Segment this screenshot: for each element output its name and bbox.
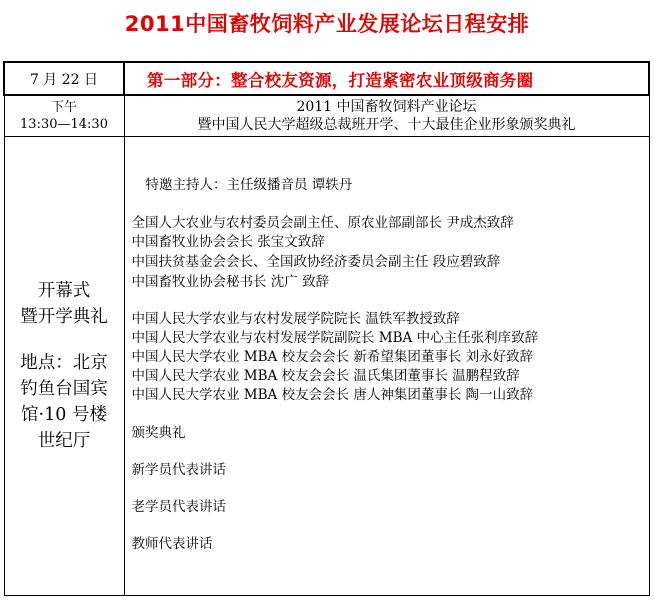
speech-item: 中国人民大学农业 MBA 校友会会长 新希望集团董事长 刘永好致辞 — [131, 349, 534, 365]
venue-line: 钓鱼台国宾 — [20, 379, 108, 399]
time-range: 13:30—14:30 — [20, 117, 108, 132]
speech-item: 中国人民大学农业与农村发展学院副院长 MBA 中心主任张利庠致辞 — [131, 330, 539, 346]
session-cell — [4, 137, 124, 596]
venue-line: 地点：北京 — [20, 353, 108, 373]
event-title: 2011 中国畜牧饲料产业论坛 — [296, 99, 477, 115]
speech-item: 老学员代表讲话 — [131, 499, 226, 515]
venue-line: 馆·10 号楼 — [21, 405, 107, 425]
table-row — [4, 62, 649, 95]
event-subtitle: 暨中国人民大学超级总裁班开学、十大最佳企业形象颁奖典礼 — [197, 117, 576, 133]
table-row — [4, 137, 649, 596]
agenda-cell — [124, 137, 649, 596]
speech-item: 中国扶贫基金会会长、全国政协经济委员会副主任 段应碧致辞 — [131, 254, 501, 270]
date-cell: 7 月 22 日 — [4, 62, 124, 95]
venue-line: 世纪厅 — [37, 431, 91, 451]
award-line: 颁奖典礼 — [131, 425, 186, 441]
speech-item: 新学员代表讲话 — [131, 462, 226, 478]
session-subname: 暨开学典礼 — [20, 307, 108, 327]
page-title: 2011中国畜牧饲料产业发展论坛日程安排 — [124, 12, 530, 36]
table-row — [4, 95, 649, 137]
speech-item: 教师代表讲话 — [131, 536, 213, 552]
event-cell — [124, 95, 649, 137]
speech-item: 中国人民大学农业 MBA 校友会会长 唐人神集团董事长 陶一山致辞 — [131, 387, 534, 403]
speech-item: 中国畜牧业协会秘书长 沈广 致辞 — [131, 274, 330, 290]
time-label: 下午 — [50, 100, 77, 115]
host-line: 特邀主持人：主任级播音员 谭轶丹 — [145, 177, 353, 193]
section-title: 第一部分：整合校友资源，打造紧密农业顶级商务圈 — [124, 62, 649, 95]
time-cell — [4, 95, 124, 137]
speech-item: 中国人民大学农业与农村发展学院院长 温铁军教授致辞 — [131, 311, 460, 327]
session-name: 开幕式 — [37, 281, 91, 301]
schedule-table — [3, 61, 650, 596]
speech-item: 全国人大农业与农村委员会副主任、原农业部副部长 尹成杰致辞 — [131, 215, 514, 231]
speech-item: 中国畜牧业协会会长 张宝文致辞 — [131, 234, 325, 250]
speech-item: 中国人民大学农业 MBA 校友会会长 温氏集团董事长 温鹏程致辞 — [131, 368, 520, 384]
